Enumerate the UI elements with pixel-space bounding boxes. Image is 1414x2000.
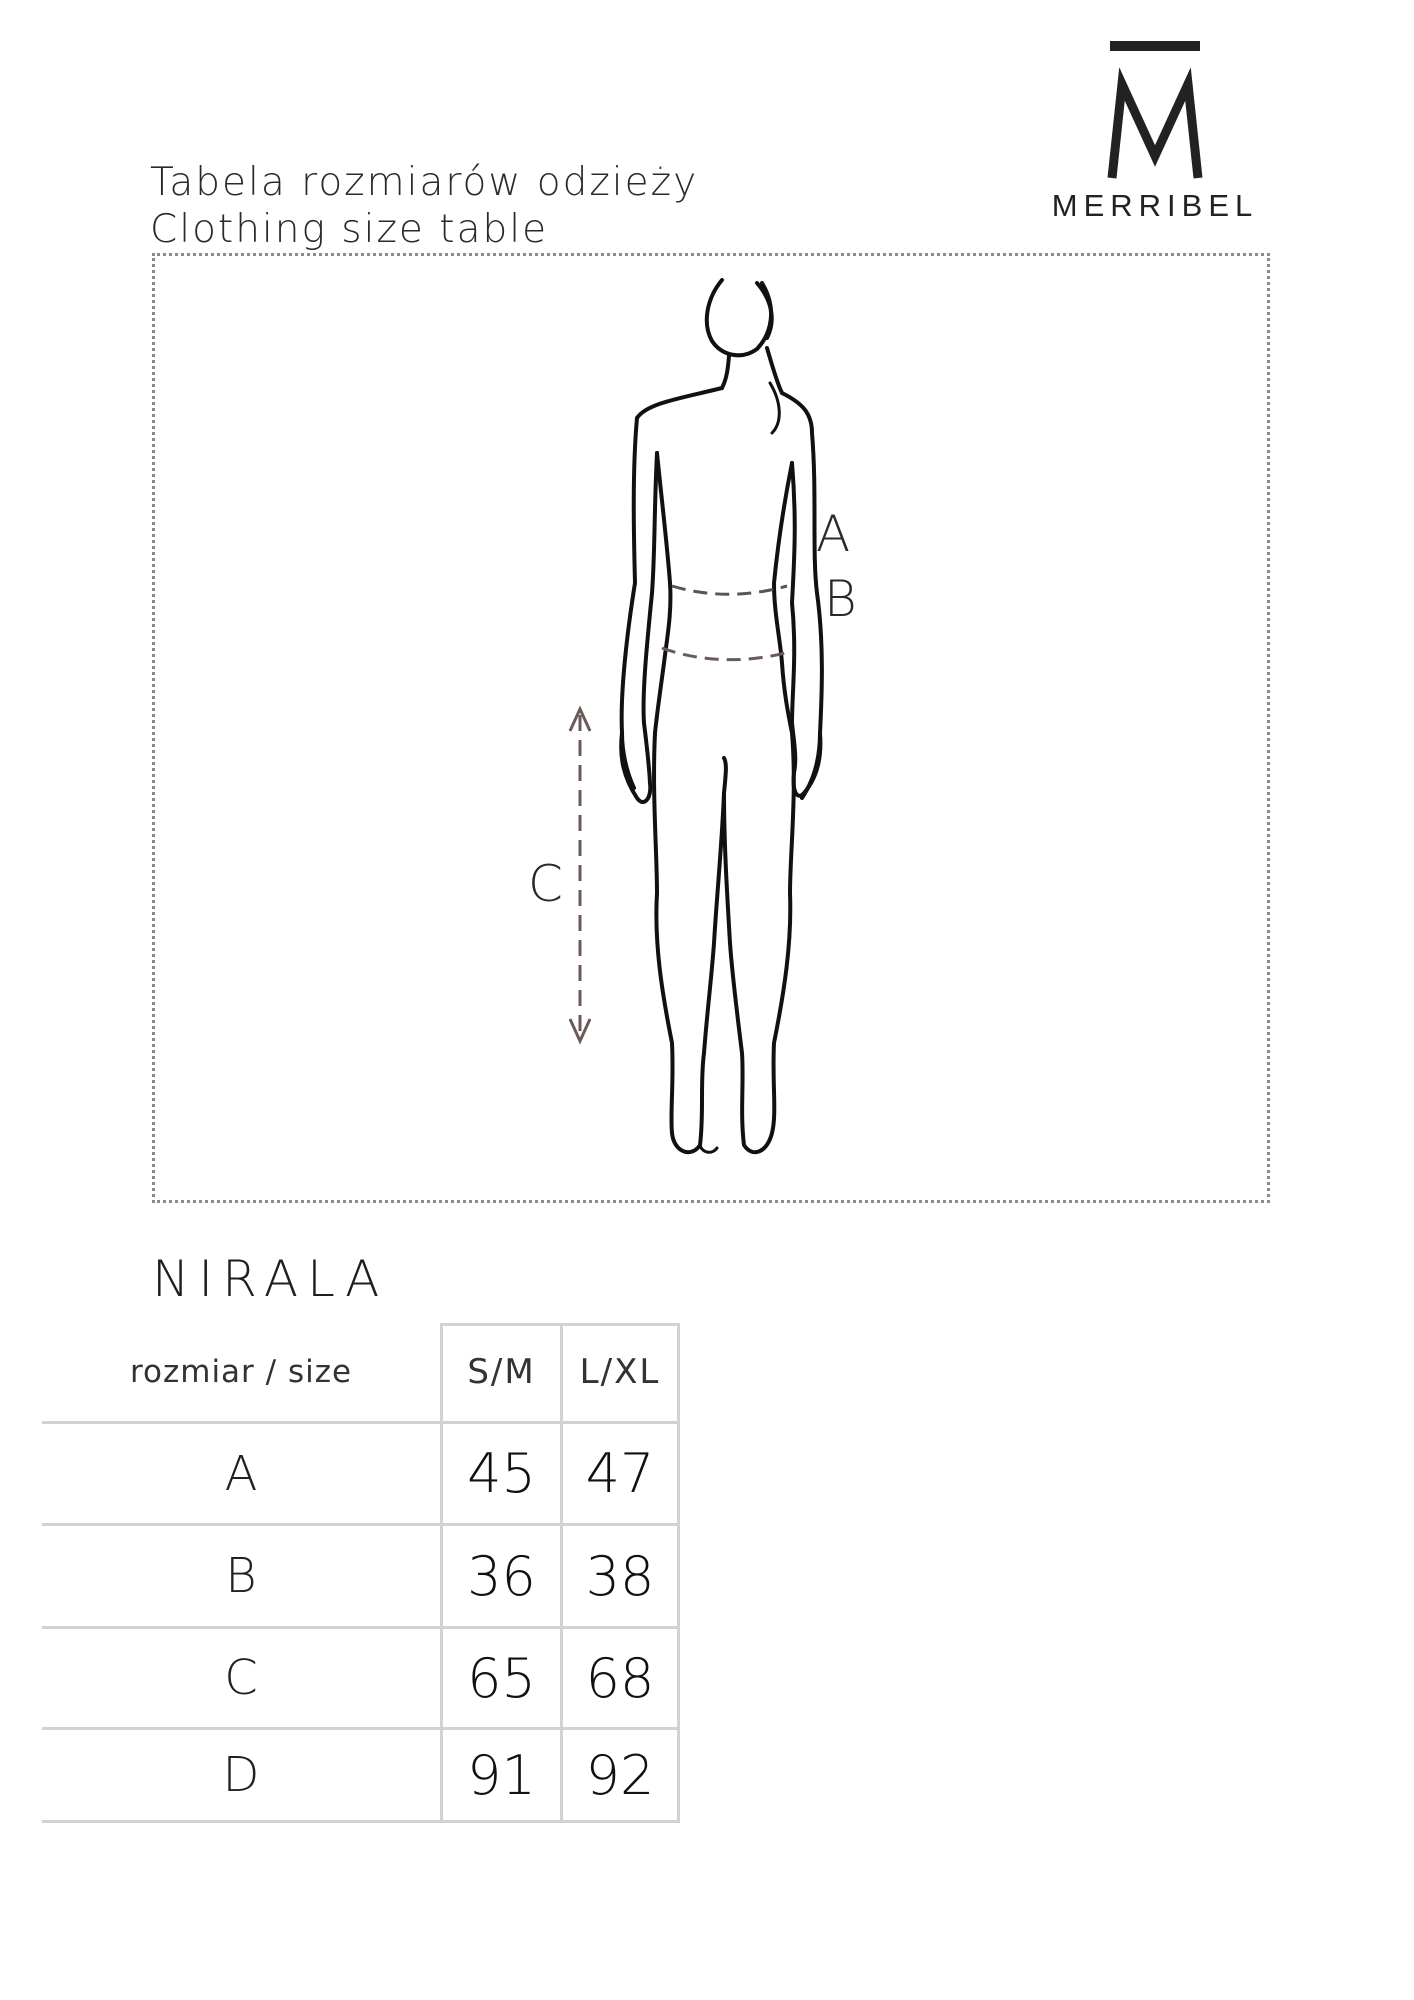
title-polish: Tabela rozmiarów odzieży — [150, 160, 699, 205]
table-row-key: C — [224, 1650, 258, 1706]
table-cell-value: 65 — [467, 1646, 536, 1710]
size-column-lxl: L/XL — [579, 1352, 661, 1392]
table-row-key: A — [224, 1445, 258, 1502]
brand-name: MERRIBEL — [1051, 188, 1259, 223]
table-cell-value: 92 — [585, 1743, 655, 1807]
measure-line-a — [672, 586, 787, 594]
table-cell-value: 47 — [585, 1442, 655, 1505]
table-cell-value: 45 — [467, 1442, 536, 1505]
table-cell-value: 68 — [585, 1646, 655, 1710]
table-cell-value: 91 — [467, 1743, 536, 1807]
table-cell-value: 36 — [467, 1544, 536, 1608]
table-row-key: B — [225, 1548, 257, 1604]
measure-line-b — [662, 648, 792, 660]
marker-a: A — [816, 505, 851, 563]
marker-c: C — [528, 855, 563, 913]
size-column-sm: S/M — [467, 1352, 536, 1392]
merribel-m-logo-icon — [1100, 36, 1210, 186]
size-table-header-label: rozmiar / size — [129, 1354, 353, 1390]
brand-logo — [1030, 36, 1280, 236]
fashion-figure-illustration — [152, 253, 1270, 1203]
table-cell-value: 38 — [585, 1544, 655, 1608]
title-english: Clothing size table — [150, 207, 549, 252]
measure-arrow-c — [570, 709, 590, 1041]
product-name: NIRALA — [152, 1250, 389, 1308]
table-row-key: D — [222, 1747, 260, 1803]
marker-b: B — [824, 570, 857, 628]
